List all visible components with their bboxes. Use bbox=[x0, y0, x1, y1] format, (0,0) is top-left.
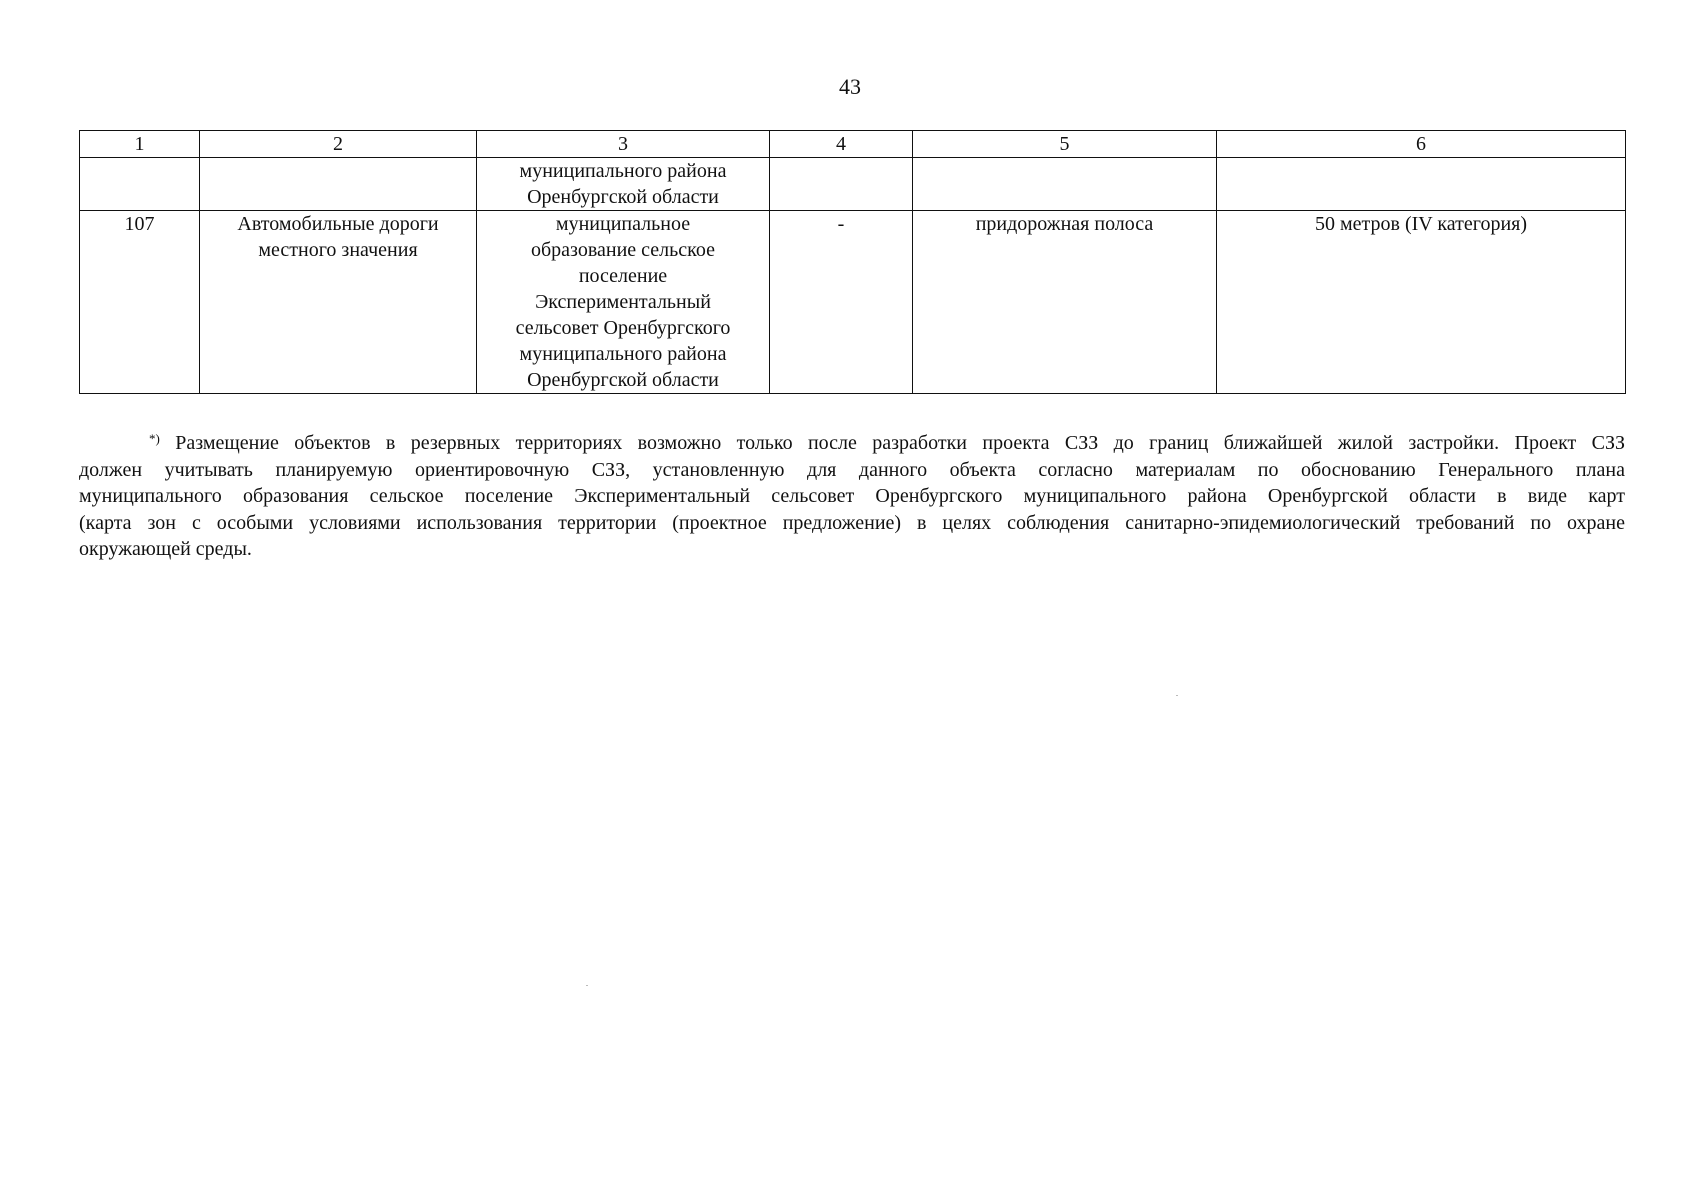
cell-text-line: муниципального района bbox=[519, 343, 727, 365]
table-cell bbox=[80, 211, 200, 394]
cell-text-line: Оренбургской области bbox=[527, 186, 719, 208]
cell-text-line: муниципального района bbox=[519, 160, 727, 182]
scan-speck bbox=[586, 985, 588, 986]
footnote-text: Размещение объектов в резервных территориях возможно только после разработки проекта СЗЗ до границ ближайшей жилой застройки. Проект СЗЗ bbox=[175, 432, 1626, 454]
column-number-header: 1 bbox=[80, 131, 200, 158]
cell-text-line: поселение bbox=[578, 265, 668, 287]
table-row bbox=[80, 211, 1626, 394]
page-number: 43 bbox=[839, 74, 861, 99]
cell-text-line: образование сельское bbox=[531, 239, 715, 261]
table-cell bbox=[1217, 211, 1626, 394]
table-cell bbox=[770, 211, 913, 394]
column-number-header: 3 bbox=[477, 131, 770, 158]
column-number-header: 5 bbox=[913, 131, 1217, 158]
footnote-line: окружающей среды. bbox=[79, 538, 252, 560]
table-cell bbox=[477, 211, 770, 394]
cell-text-line: 50 метров (IV категория) bbox=[1314, 213, 1528, 235]
footnote-line bbox=[79, 430, 1625, 457]
cell-text-line: сельсовет Оренбургского bbox=[515, 317, 731, 339]
table-cell bbox=[200, 158, 477, 211]
row-number: 107 bbox=[124, 213, 155, 235]
table-cell bbox=[80, 158, 200, 211]
column-number-header: 2 bbox=[200, 131, 477, 158]
footnote-mark: *) bbox=[149, 431, 160, 446]
cell-text-line: придорожная полоса bbox=[975, 213, 1154, 235]
footnote-line: муниципального образования сельское поселение Экспериментальный сельсовет Оренбургского муниципального района Оренбургской области в виде карт bbox=[79, 485, 1625, 507]
cell-text-line: местного значения bbox=[258, 239, 418, 261]
table-row bbox=[80, 158, 1626, 211]
cell-text-line: Экспериментальный bbox=[535, 291, 711, 313]
footnote-line: должен учитывать планируемую ориентировочную СЗЗ, установленную для данного объекта согласно материалам по обоснованию Генерального плана bbox=[79, 458, 1625, 481]
table-cell bbox=[477, 158, 770, 211]
scan-speck bbox=[1176, 695, 1178, 696]
table-cell bbox=[913, 158, 1217, 211]
cell-text-line: Автомобильные дороги bbox=[237, 213, 439, 235]
data-table bbox=[79, 130, 1626, 394]
cell-text-line: - bbox=[837, 213, 845, 235]
table-cell bbox=[200, 211, 477, 394]
cell-text-line: Оренбургской области bbox=[527, 369, 719, 391]
table-cell bbox=[913, 211, 1217, 394]
cell-text-line: муниципальное bbox=[555, 213, 691, 235]
footnote-line: (карта зон с особыми условиями использования территории (проектное предложение) в целях соблюдения санитарно-эпидемиологический требований по охране bbox=[79, 511, 1625, 534]
footnote bbox=[79, 430, 1625, 563]
column-number-header: 4 bbox=[770, 131, 913, 158]
table-cell bbox=[770, 158, 913, 211]
table-cell bbox=[1217, 158, 1626, 211]
column-number-header: 6 bbox=[1217, 131, 1626, 158]
table-header-row bbox=[80, 131, 1626, 158]
